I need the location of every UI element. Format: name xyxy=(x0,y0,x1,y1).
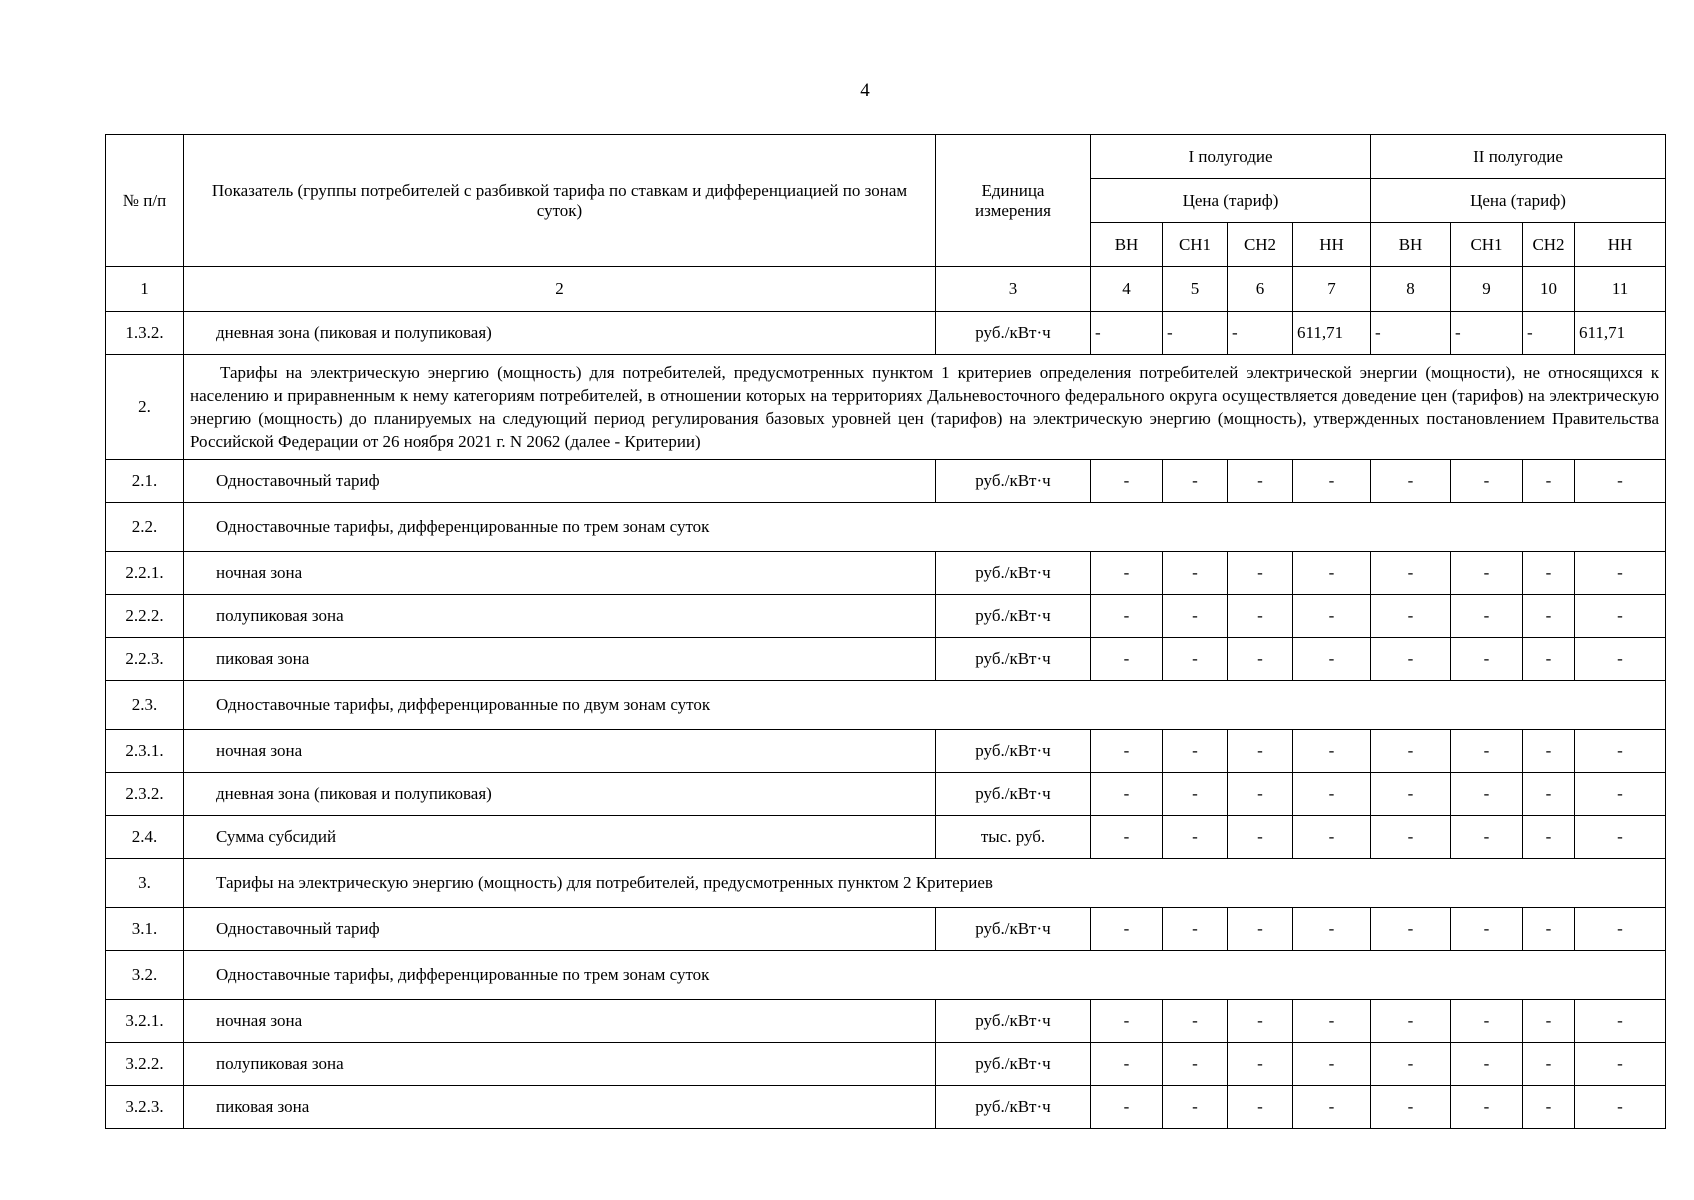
price-value: - xyxy=(1163,552,1228,595)
page-number: 4 xyxy=(860,80,870,101)
price-value: - xyxy=(1163,595,1228,638)
section-row xyxy=(106,859,1666,908)
header-level: НН xyxy=(1575,223,1666,267)
price-value: - xyxy=(1293,595,1371,638)
column-number: 4 xyxy=(1091,267,1163,312)
price-value: - xyxy=(1163,730,1228,773)
row-num: 2.2.3. xyxy=(106,638,184,681)
row-unit: тыс. руб. xyxy=(936,816,1091,859)
price-value: - xyxy=(1293,773,1371,816)
price-value: - xyxy=(1575,1086,1666,1129)
table-row xyxy=(106,460,1666,503)
price-value: - xyxy=(1451,1086,1523,1129)
price-value: - xyxy=(1451,460,1523,503)
table-row xyxy=(106,1043,1666,1086)
row-num: 2.2.2. xyxy=(106,595,184,638)
price-value: - xyxy=(1091,312,1163,355)
row-name: пиковая зона xyxy=(184,638,936,681)
price-value: - xyxy=(1163,638,1228,681)
price-value: - xyxy=(1371,595,1451,638)
table-row xyxy=(106,816,1666,859)
price-value: - xyxy=(1451,1043,1523,1086)
column-number: 11 xyxy=(1575,267,1666,312)
price-value: - xyxy=(1371,638,1451,681)
price-value: - xyxy=(1228,638,1293,681)
row-name: ночная зона xyxy=(184,552,936,595)
table-row xyxy=(106,773,1666,816)
table-row xyxy=(106,552,1666,595)
price-value: - xyxy=(1371,312,1451,355)
row-unit: руб./кВт·ч xyxy=(936,773,1091,816)
table-row xyxy=(106,1000,1666,1043)
header-level: СН2 xyxy=(1523,223,1575,267)
price-value: - xyxy=(1091,552,1163,595)
price-value: - xyxy=(1451,595,1523,638)
row-name: Одноставочный тариф xyxy=(184,460,936,503)
price-value: - xyxy=(1523,595,1575,638)
price-value: - xyxy=(1371,460,1451,503)
price-value: - xyxy=(1091,595,1163,638)
price-value: - xyxy=(1163,312,1228,355)
price-value: - xyxy=(1163,816,1228,859)
row-name: Одноставочный тариф xyxy=(184,908,936,951)
price-value: - xyxy=(1293,908,1371,951)
price-value: - xyxy=(1293,638,1371,681)
price-value: - xyxy=(1371,1000,1451,1043)
price-value: - xyxy=(1523,908,1575,951)
price-value: - xyxy=(1228,1000,1293,1043)
section-title: Одноставочные тарифы, дифференцированные по трем зонам суток xyxy=(184,951,1666,1000)
header-half-1: I полугодие xyxy=(1091,135,1371,179)
price-value: - xyxy=(1293,1086,1371,1129)
price-value: - xyxy=(1575,1043,1666,1086)
header-level: ВН xyxy=(1091,223,1163,267)
price-value: - xyxy=(1163,908,1228,951)
price-value: - xyxy=(1575,908,1666,951)
row-name: дневная зона (пиковая и полупиковая) xyxy=(184,312,936,355)
price-value: - xyxy=(1228,730,1293,773)
price-value: - xyxy=(1228,552,1293,595)
row-unit: руб./кВт·ч xyxy=(936,595,1091,638)
header-level: ВН xyxy=(1371,223,1451,267)
header-half-2: II полугодие xyxy=(1371,135,1666,179)
price-value: - xyxy=(1091,773,1163,816)
table-row xyxy=(106,312,1666,355)
price-value: - xyxy=(1371,908,1451,951)
row-num: 2.3. xyxy=(106,681,184,730)
column-number: 2 xyxy=(184,267,936,312)
table-row xyxy=(106,908,1666,951)
price-value: - xyxy=(1575,1000,1666,1043)
price-value: - xyxy=(1523,816,1575,859)
price-value: - xyxy=(1163,1086,1228,1129)
price-value: - xyxy=(1523,552,1575,595)
header-level: СН1 xyxy=(1163,223,1228,267)
header-indicator: Показатель (группы потребителей с разбивкой тарифа по ставкам и дифференциацией по зонам суток) xyxy=(184,135,936,267)
row-num: 2.4. xyxy=(106,816,184,859)
price-value: - xyxy=(1091,908,1163,951)
row-name: дневная зона (пиковая и полупиковая) xyxy=(184,773,936,816)
row-num: 2.3.2. xyxy=(106,773,184,816)
section-description-row xyxy=(106,355,1666,460)
price-value: - xyxy=(1451,312,1523,355)
row-num: 2.1. xyxy=(106,460,184,503)
price-value: - xyxy=(1451,816,1523,859)
row-unit: руб./кВт·ч xyxy=(936,1043,1091,1086)
row-num: 3.2.3. xyxy=(106,1086,184,1129)
row-unit: руб./кВт·ч xyxy=(936,730,1091,773)
price-value: - xyxy=(1091,1000,1163,1043)
section-row xyxy=(106,951,1666,1000)
price-value: - xyxy=(1451,638,1523,681)
column-number: 5 xyxy=(1163,267,1228,312)
price-value: - xyxy=(1371,1086,1451,1129)
section-description: Тарифы на электрическую энергию (мощность) для потребителей, предусмотренных пунктом 1 критериев определения потребителей электрической энергии (мощности), не относящихся к населению и приравненным к нему категориям потребителей, в отношении которых на территориях Дальневосточного федерального округа осуществляется доведение цен (тарифов) на электрическую энергию (мощность) до планируемых на следующий период регулирования базовых уровней цен (тарифов) на электрическую энергию (мощность), утвержденных постановлением Правительства Российской Федерации от 26 ноября 2021 г. N 2062 (далее - Критерии) xyxy=(184,355,1666,460)
price-value: - xyxy=(1228,1043,1293,1086)
price-value: - xyxy=(1523,773,1575,816)
price-value: - xyxy=(1091,816,1163,859)
price-value: - xyxy=(1523,312,1575,355)
row-num: 3.1. xyxy=(106,908,184,951)
row-name: пиковая зона xyxy=(184,1086,936,1129)
row-num: 3. xyxy=(106,859,184,908)
header-num: № п/п xyxy=(106,135,184,267)
table-row xyxy=(106,595,1666,638)
price-value: - xyxy=(1575,638,1666,681)
price-value: - xyxy=(1371,816,1451,859)
price-value: - xyxy=(1091,638,1163,681)
row-num: 3.2.2. xyxy=(106,1043,184,1086)
price-value: - xyxy=(1163,773,1228,816)
table-row xyxy=(106,1086,1666,1129)
header-price-1: Цена (тариф) xyxy=(1091,179,1371,223)
row-unit: руб./кВт·ч xyxy=(936,312,1091,355)
price-value: - xyxy=(1575,773,1666,816)
row-name: ночная зона xyxy=(184,730,936,773)
price-value: - xyxy=(1523,1086,1575,1129)
header-unit: Единица измерения xyxy=(936,135,1091,267)
price-value: - xyxy=(1451,773,1523,816)
row-unit: руб./кВт·ч xyxy=(936,552,1091,595)
section-title: Одноставочные тарифы, дифференцированные по двум зонам суток xyxy=(184,681,1666,730)
price-value: - xyxy=(1575,595,1666,638)
row-unit: руб./кВт·ч xyxy=(936,1086,1091,1129)
column-number: 10 xyxy=(1523,267,1575,312)
row-name: ночная зона xyxy=(184,1000,936,1043)
price-value: - xyxy=(1523,1000,1575,1043)
price-value: - xyxy=(1523,638,1575,681)
price-value: - xyxy=(1371,552,1451,595)
price-value: - xyxy=(1228,1086,1293,1129)
price-value: - xyxy=(1575,552,1666,595)
column-number-row xyxy=(106,267,1666,312)
row-name: полупиковая зона xyxy=(184,1043,936,1086)
price-value: - xyxy=(1293,1000,1371,1043)
price-value: - xyxy=(1163,460,1228,503)
section-title: Тарифы на электрическую энергию (мощность) для потребителей, предусмотренных пунктом 2 Критериев xyxy=(184,859,1666,908)
header-level: НН xyxy=(1293,223,1371,267)
price-value: - xyxy=(1293,816,1371,859)
price-value: - xyxy=(1575,460,1666,503)
row-unit: руб./кВт·ч xyxy=(936,908,1091,951)
column-number: 1 xyxy=(106,267,184,312)
section-row xyxy=(106,503,1666,552)
price-value: - xyxy=(1293,552,1371,595)
column-number: 3 xyxy=(936,267,1091,312)
price-value: - xyxy=(1091,1086,1163,1129)
price-value: - xyxy=(1451,908,1523,951)
price-value: - xyxy=(1371,730,1451,773)
price-value: - xyxy=(1163,1043,1228,1086)
price-value: - xyxy=(1523,1043,1575,1086)
row-num: 3.2.1. xyxy=(106,1000,184,1043)
header-level: СН1 xyxy=(1451,223,1523,267)
table-row xyxy=(106,730,1666,773)
row-num: 3.2. xyxy=(106,951,184,1000)
price-value: - xyxy=(1091,460,1163,503)
price-value: - xyxy=(1293,460,1371,503)
price-value: - xyxy=(1293,1043,1371,1086)
column-number: 9 xyxy=(1451,267,1523,312)
price-value: - xyxy=(1228,908,1293,951)
price-value: - xyxy=(1228,312,1293,355)
row-num: 2. xyxy=(106,355,184,460)
price-value: 611,71 xyxy=(1575,312,1666,355)
price-value: - xyxy=(1228,460,1293,503)
price-value: - xyxy=(1523,460,1575,503)
price-value: - xyxy=(1451,1000,1523,1043)
price-value: - xyxy=(1371,773,1451,816)
price-value: - xyxy=(1575,816,1666,859)
price-value: - xyxy=(1523,730,1575,773)
row-num: 2.3.1. xyxy=(106,730,184,773)
header-price-2: Цена (тариф) xyxy=(1371,179,1666,223)
row-name: Сумма субсидий xyxy=(184,816,936,859)
price-value: - xyxy=(1228,595,1293,638)
row-num: 1.3.2. xyxy=(106,312,184,355)
price-value: - xyxy=(1163,1000,1228,1043)
header-level: СН2 xyxy=(1228,223,1293,267)
row-unit: руб./кВт·ч xyxy=(936,1000,1091,1043)
price-value: - xyxy=(1451,730,1523,773)
column-number: 7 xyxy=(1293,267,1371,312)
row-unit: руб./кВт·ч xyxy=(936,460,1091,503)
price-value: - xyxy=(1091,730,1163,773)
price-value: - xyxy=(1228,773,1293,816)
row-num: 2.2. xyxy=(106,503,184,552)
column-number: 6 xyxy=(1228,267,1293,312)
tariff-table xyxy=(105,134,1666,1129)
row-num: 2.2.1. xyxy=(106,552,184,595)
row-name: полупиковая зона xyxy=(184,595,936,638)
row-unit: руб./кВт·ч xyxy=(936,638,1091,681)
price-value: - xyxy=(1575,730,1666,773)
price-value: - xyxy=(1451,552,1523,595)
column-number: 8 xyxy=(1371,267,1451,312)
price-value: 611,71 xyxy=(1293,312,1371,355)
price-value: - xyxy=(1228,816,1293,859)
section-row xyxy=(106,681,1666,730)
price-value: - xyxy=(1293,730,1371,773)
section-title: Одноставочные тарифы, дифференцированные по трем зонам суток xyxy=(184,503,1666,552)
price-value: - xyxy=(1371,1043,1451,1086)
price-value: - xyxy=(1091,1043,1163,1086)
table-row xyxy=(106,638,1666,681)
